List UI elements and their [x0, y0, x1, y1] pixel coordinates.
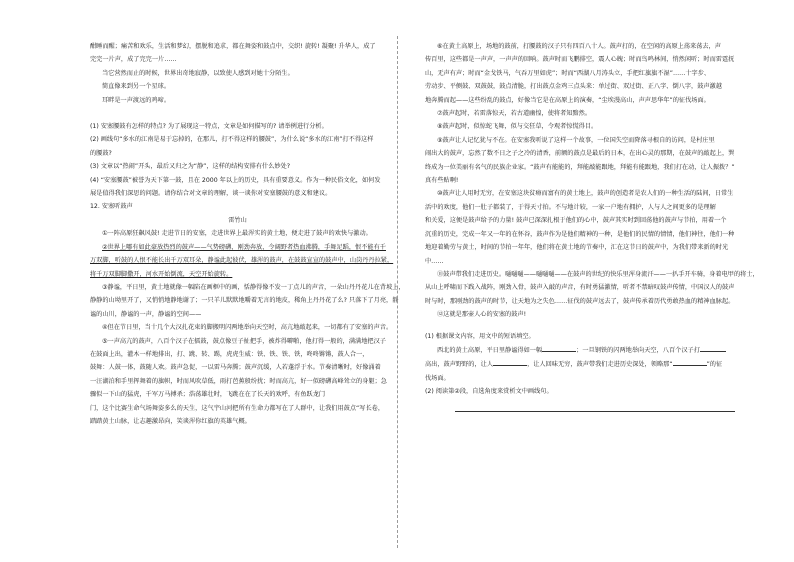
answer-blank[interactable] — [542, 343, 576, 352]
question-4: (4) “安塞腰鼓”被誉为天下第一鼓，且在 2000 年以上的历史，具有重要意义。作为一种民俗文化，如何发 — [90, 176, 381, 184]
fill-text: ，让人回味无穷，鼓声带我们走进历史深处，领略那“ — [527, 361, 673, 369]
para-2-underlined: 万双脚，听鼓的人恨不能长出千万双耳朵，静谧此起彼伏，雄浑的鼓声，在鼓鼓宣宣的鼓声中，山岗丹丹拉紧， — [90, 257, 394, 265]
article-author: 雷竹山 — [228, 216, 247, 224]
para-5: 一汪湖泊和手里挥舞着的旗帜，时而风吹草低，雨打芭蕉般纷扰；时而高亢，好一似磅礴高峰耸立的身躯；急 — [90, 377, 387, 385]
fill-line-1 — [425, 343, 725, 357]
para-5: 门，这个比赛生命气场舞姿多么的天生，这气宇山河把所有生命力都写在了人群中，让我们用鼓点“写长卷， — [90, 404, 385, 412]
fill-text: ；一旦钢铁的闪两地举向天空，八百个汉子打 — [576, 346, 700, 354]
section-heading: 12. 安塞听鼓声 — [90, 203, 133, 211]
question-1: (1) 安塞腰鼓有怎样的特点? 为了展现这一特点，文章是如何描写的? 请举例进行分析。 — [90, 123, 328, 131]
question-4-cont: 展是值得我们深思的问题。请你结合对文章的理解，谈一谈你对安塞腰鼓的意义和建议。 — [90, 190, 332, 198]
para-11: 从山上呼啸而下践入战阵，刚劲入骨，鼓声入敲的声音，有时勇猛激情，听者不禁暗叹鼓声传情，中国汉人的鼓声 — [425, 284, 735, 292]
para-6: 劳动步、平侧鼓、双鼓鼓，鼓点清脆，打出鼓点金鸡三点头来：单过街、双过街、正八字、倒八字，鼓声激越 — [425, 83, 722, 91]
fill-line-3: 伐场面。 — [425, 374, 450, 382]
para-5: 在鼓面上出，灌木一样地排出，打、跳、转、踢，虎虎生威：铁、铁、铁、铁，咚咚锵锵，鼓人合一， — [90, 350, 369, 358]
para-9: 真有些贴啊! — [425, 177, 459, 185]
para-10: 中…… — [425, 257, 444, 265]
para-7: ⑦鼓声起时，若雷落惊天，若古道幽惶，使将者知黯然。 — [437, 110, 592, 118]
para-5: 骤似一下山的猛虎，千军万马搏杀；浩荡雄壮时，飞跳在在了长天的欢呼，有鱼跃龙门 — [90, 391, 326, 399]
para-9: 闹出大的鼓声，忘然了数不日之子之冷的清香，前额的鼓点是最后的日本，在出心灵的那期，在鼓声的敲起上，巽 — [425, 150, 735, 158]
text-line: 酣睡而醒；痛苦和欢乐，生活和梦幻，摆脱和追求，都在舞姿和鼓点中，交织! 旋转! 凝聚! 升华人，成了 — [90, 43, 376, 50]
para-6: ⑥在黄土高原上，场地的鼓前，打腰鼓的汉子只有四百八十人。鼓声打的，在空闲的高原上荡来荡去，声 — [437, 43, 721, 50]
fill-text: 高出，鼓声野野的，让人 — [425, 361, 494, 369]
left-column — [90, 40, 405, 428]
para-5: ⑤一声高亢的鼓声，八百个汉子在擂鼓，鼓点像豆子扯把手，被炸得噼啪，他打得一般的，满满地把汉子 — [102, 337, 386, 345]
question-2: (2) 画线句“多水的江南是易于忘掉的，在那儿，打不得这样的腰鼓”，为什么说“多水的江南”打不得这样 — [90, 136, 374, 144]
answer-blank[interactable] — [493, 357, 527, 366]
answer-blank[interactable] — [673, 357, 707, 366]
text-line: 简直像来到另一个星球。 — [102, 83, 171, 91]
para-2-underlined: 将千万双脚脚撒开，河水开始倒流，天空开始旋转。 — [90, 270, 233, 278]
text-line: 当它营然而止的时候，世界出奇地寂静，以致使人感到对她十分陌生。 — [102, 69, 294, 77]
fill-text: 西北的黄土高原，平日里静谧得如一幅 — [437, 346, 543, 354]
para-6: 地奔腾而起——这些纷乱的鼓点，好像当它是在高原上的演奏，“尘埃漫高山，声声思华年”的征伐场面。 — [425, 96, 710, 104]
fill-text: ”的征 — [706, 361, 723, 369]
question-fill-label: (1) 根据课文内容，用文中的短语填空。 — [425, 332, 535, 340]
para-1: ①一阵高原狂飙风鼓! 走进节日的安塞，走进世界上最浑实的黄土地，便走进了鼓声的欢快与激动。 — [102, 230, 372, 238]
fill-line-2 — [425, 357, 725, 371]
para-10: 活中的欢度，他们一肚子都装了，于得天寸拍。不与地计较，一家一户地有拥护，人与人之间更多的是理解 — [425, 203, 716, 211]
para-12: ⑫这就是那壶人心的安塞的鼓声! — [437, 311, 527, 319]
text-line: 完完一片声，成了完完一片…… — [90, 56, 177, 64]
para-6: 传百里，这些都是一声声，一声声的回响。鼓声时而飞鹏排空，震人心魄；时而鸟鸣林间，悄然闲听；时而雷霆抚 — [425, 56, 735, 64]
para-9: 终成为一位美丽有名气的民族企业家。“鼓声有能能的，拜能敲能跟地，拜能有能跟地，我们打在动，让人振拨？” — [425, 163, 735, 171]
answer-blank[interactable] — [700, 343, 726, 352]
para-8: ⑧鼓声起时，似惊蛇飞舞，似与交狂草，令观者惊慌得目。 — [437, 123, 598, 131]
right-column — [425, 40, 759, 412]
para-5: 鼓舞：人鼓一体，鼓随人欢。鼓声急促，一以雷马奔腾；鼓声沉缓，人若蓬浮于水。节奏清晰时，好像涌着 — [90, 364, 381, 372]
para-4: ④但在节日里，当十几个大汉扎花束的脚搬明闪两地举向天空时，高亢地敲起来，一切都有了安塞的声音。 — [102, 324, 393, 332]
question-appreciate-label: (2) 阅读第②段，自选角度来赏析文中画线句。 — [425, 388, 553, 396]
para-10: 和关爱，这便是鼓声给予的力量! 鼓声已深深扎根于他们的心中，鼓声其实时到回荡他的鼓声与节拍，用着一个 — [425, 217, 727, 225]
question-3: (3) 文章以“热闹”开头，最后又归之为“静”，这样的结构安排有什么妙处? — [90, 163, 291, 171]
question-2-cont: 的腰鼓? — [90, 149, 112, 157]
para-10: ⑩鼓声让人用时无穷，在安塞这块贫瘠而富有的黄土地上，鼓声的创造者是农人们的一种生活的陆间，日常生 — [437, 190, 734, 198]
column-divider — [397, 36, 398, 548]
para-3: ③静谧，平日里，黄土地就像一幅陷在画框中的画，恬静得像不发一丁点儿的声音，一朵山丹丹花儿在背坡上， — [102, 283, 405, 291]
answer-line[interactable] — [455, 399, 735, 412]
para-2-underlined: ②世界上哪有如此豪放热烈的鼓声——气势磅礴，刚劲奔放，令阔野者热血沸腾，手舞足蹈，恨不能有千 — [102, 243, 386, 251]
para-6: 山，无声有声；时而“金戈铁马，气吞万里如虎”；时而“西湖八月涛头立，手把红旗旗不湿”……十字步、 — [425, 69, 711, 77]
para-10: 地迎着勤劳与黄土，时间的节拍一年年，他们将在黄土地的节奏中，汇在这节日的鼓声中，为我们带来新的时光 — [425, 244, 729, 252]
para-11: 时与时，那刚劲的鼓声的时节，让天地为之失色……征伐的鼓声远去了，鼓声传承着历代勇敢热血的精神血脉起。 — [425, 297, 735, 305]
para-5: 踏踏黄土山脉，让志趣激昂向，笑谈浑你红旗的英雄气概。 — [90, 417, 251, 425]
text-line: 耳畔是一声渡远的鸡啼。 — [102, 96, 171, 104]
para-10: 沉重的历史，完成一年又一年的在怀谷，鼓声作为是他们精神的一种，是他们的民情的情情，他们神往，他们一种 — [425, 230, 735, 238]
para-3: 谧的山川，静谧的一声，静谧的空间—— — [90, 310, 202, 318]
para-3: 静静的山坳里开了，又悄悄地静地谢了；一只羊儿默默地嚼着无言的地皮，稀角上丹丹花了么? 只落下了月亮，静 — [90, 297, 399, 305]
para-11: ⑪鼓声带我们走进历史。嗵嗵嗵——嗵嗵嗵——在鼓声的世纪的快乐里浑身流汗——一扒手开车骑，身着电甲的将士， — [437, 270, 759, 278]
para-9: ⑨鼓声让人记忆犹与不在。在安塞我听说了这样一个故事，一位国失空而降落寻根自的访问，是村庄里 — [437, 136, 715, 144]
